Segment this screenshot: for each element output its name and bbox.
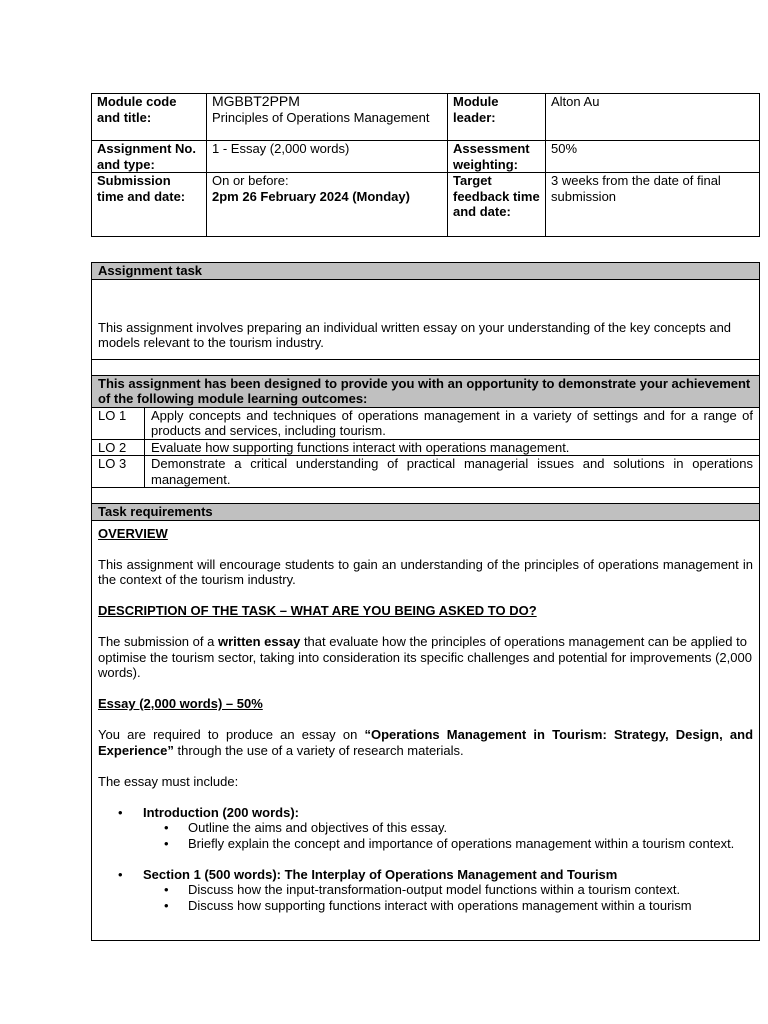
learning-outcomes-heading: This assignment has been designed to provide you with an opportunity to demonstrate your achievement of the following module learning outcomes: xyxy=(92,375,760,407)
module-leader: Alton Au xyxy=(546,94,760,141)
module-leader-label: Module leader: xyxy=(448,94,546,141)
assignment-label: Assignment No. and type: xyxy=(92,141,207,173)
weighting-value: 50% xyxy=(546,141,760,173)
learning-outcome-row xyxy=(92,407,760,439)
section-title: Introduction (200 words): xyxy=(143,804,299,820)
assignment-value: 1 - Essay (2,000 words) xyxy=(207,141,448,173)
module-code-cell xyxy=(207,94,448,141)
assignment-task-table xyxy=(91,262,760,941)
section-point: Outline the aims and objectives of this essay. xyxy=(188,820,448,835)
description-heading: DESCRIPTION OF THE TASK – WHAT ARE YOU BEING ASKED TO DO? xyxy=(98,603,537,618)
bullet-icon: • xyxy=(164,882,169,897)
lo-label: LO 2 xyxy=(92,439,145,456)
submission-cell xyxy=(207,173,448,237)
submission-label: Submission time and date: xyxy=(92,173,207,237)
bullet-icon: • xyxy=(118,804,123,820)
essay-text xyxy=(98,727,753,758)
list-item xyxy=(98,805,753,852)
section-point: Discuss how the input-transformation-output model functions within a tourism context. xyxy=(188,882,681,897)
lo-text: Demonstrate a critical understanding of practical managerial issues and solutions in operations management. xyxy=(145,456,760,488)
description-text xyxy=(98,634,753,681)
list-item xyxy=(143,898,753,914)
assignment-intro xyxy=(92,279,760,359)
section-point: Briefly explain the concept and importance of operations management within a tourism context. xyxy=(188,835,735,851)
feedback-label: Target feedback time and date: xyxy=(448,173,546,237)
essay-post: through the use of a variety of research materials. xyxy=(173,742,464,758)
essay-pre: You are required to produce an essay on xyxy=(98,727,365,742)
spacer-row xyxy=(92,488,760,504)
must-include-text: The essay must include: xyxy=(98,773,239,789)
section-title: Section 1 (500 words): The Interplay of Operations Management and Tourism xyxy=(143,866,618,882)
description-post: that evaluate how the principles of operations management can be applied to optimise the tourism sector, taking into consideration its specific challenges and potential for improvements (2,000 words). xyxy=(98,634,752,680)
list-item xyxy=(143,820,753,836)
list-item xyxy=(98,867,753,914)
lo-text: Evaluate how supporting functions interact with operations management. xyxy=(145,439,760,456)
bullet-icon: • xyxy=(118,866,123,882)
submission-date: 2pm 26 February 2024 (Monday) xyxy=(212,188,410,204)
learning-outcome-row xyxy=(92,439,760,456)
submission-prefix: On or before: xyxy=(212,173,289,188)
section-points xyxy=(143,820,753,851)
bullet-icon: • xyxy=(164,820,169,835)
feedback-value: 3 weeks from the date of final submission xyxy=(546,173,760,237)
essay-bold: “Operations Management in Tourism: Strategy, Design, and Experience” xyxy=(98,727,754,758)
lo-text: Apply concepts and techniques of operations management in a variety of settings and for a range of products and services, including tourism. xyxy=(145,407,760,439)
bullet-icon: • xyxy=(164,835,169,851)
overview-heading: OVERVIEW xyxy=(98,525,168,541)
bullet-icon: • xyxy=(164,897,169,913)
spacer-row xyxy=(92,359,760,375)
description-bold: written essay xyxy=(217,634,301,649)
section-points xyxy=(143,882,753,913)
module-info-table xyxy=(91,93,760,237)
module-code-label: Module code and title: xyxy=(92,94,207,141)
essay-heading: Essay (2,000 words) – 50% xyxy=(98,696,263,711)
list-item xyxy=(143,836,753,852)
assignment-intro-text: This assignment involves preparing an individual written essay on your understanding of the key concepts and models relevant to the tourism industry. xyxy=(98,319,732,350)
lo-label: LO 3 xyxy=(92,456,145,488)
assignment-task-heading: Assignment task xyxy=(92,263,760,280)
section-point: Discuss how supporting functions interact with operations management within a tourism xyxy=(188,897,692,913)
module-title: Principles of Operations Management xyxy=(212,109,430,125)
weighting-label: Assessment weighting: xyxy=(448,141,546,173)
description-pre: The submission of a xyxy=(98,634,218,649)
module-code: MGBBT2PPM xyxy=(212,93,300,109)
learning-outcome-row xyxy=(92,456,760,488)
task-requirements-heading: Task requirements xyxy=(92,504,760,521)
essay-sections-list xyxy=(98,805,753,914)
task-requirements-body xyxy=(92,520,760,940)
list-item xyxy=(143,882,753,898)
overview-text: This assignment will encourage students to gain an understanding of the principles of operations management in the context of the tourism industry. xyxy=(98,556,754,587)
lo-label: LO 1 xyxy=(92,407,145,439)
requirements-content xyxy=(92,521,759,940)
